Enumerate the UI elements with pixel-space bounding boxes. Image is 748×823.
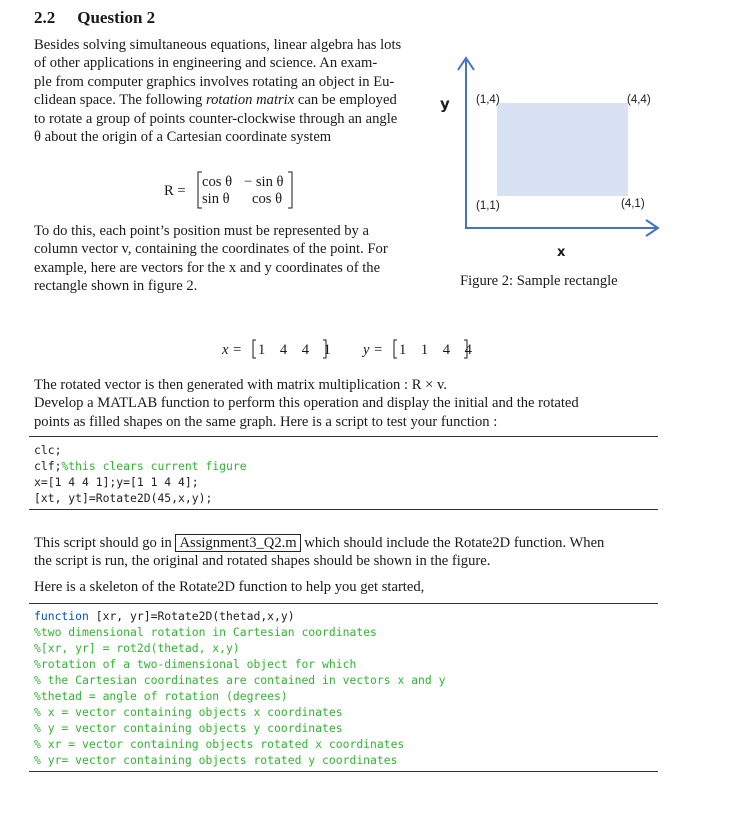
x-vector-values: 1 4 4 1 (258, 342, 331, 358)
intro-line: to rotate a group of points counter-clockwise through an angle (34, 110, 398, 127)
rotation-matrix (164, 170, 314, 210)
vector-line: rectangle shown in figure 2. (34, 278, 198, 295)
sample-rectangle-figure (440, 52, 670, 260)
intro-line: clidean space. The following rotation matrix can be employed (34, 92, 397, 109)
section-heading (34, 8, 155, 28)
section-title: Question 2 (77, 8, 156, 27)
corner-label: (1,4) (476, 94, 500, 106)
vector-line: column vector v, containing the coordinates of the point. For (34, 241, 388, 258)
intro-line: ple from computer graphics involves rotating an object in Eu- (34, 73, 395, 90)
code-comment-line: %two dimensional rotation in Cartesian coordinates (34, 625, 377, 639)
intro-paragraph (34, 36, 427, 146)
code-comment-line: % the Cartesian coordinates are contained in vectors x and y (34, 673, 446, 687)
code-line: function [xr, yr]=Rotate2D(thetad,x,y) (34, 609, 295, 623)
x-axis-label: x (557, 245, 566, 260)
y-axis-label: y (440, 95, 450, 113)
matrix-cell: − sin θ (244, 174, 284, 190)
script-note-line: This script should go in Assignment3_Q2.m which should include the Rotate2D function. When (34, 535, 605, 551)
function-code-top-rule (29, 603, 658, 604)
code-line: clc; (34, 443, 62, 457)
intro-line: θ about the origin of a Cartesian coordinate system (34, 129, 332, 146)
y-vector-values: 1 1 4 4 (399, 342, 472, 358)
code-comment: %this clears current figure (61, 459, 247, 473)
y-vector-label: y = (363, 342, 383, 358)
code-comment-line: % xr = vector containing objects rotated x coordinates (34, 737, 405, 751)
code-comment-line: %[xr, yr] = rot2d(thetad, x,y) (34, 641, 240, 655)
skeleton-intro: Here is a skeleton of the Rotate2D function to help you get started, (34, 579, 425, 595)
intro-line: of other applications in engineering and science. An exam- (34, 55, 378, 72)
function-keyword: function (34, 609, 89, 623)
matrix-cell: cos θ (202, 174, 233, 190)
matrix-cell: sin θ (202, 191, 230, 207)
script-note-line: the script is run, the original and rotated shapes should be shown in the figure. (34, 553, 491, 570)
code-comment-line: %rotation of a two-dimensional object for which (34, 657, 357, 671)
bracket (394, 340, 397, 358)
section-number: 2.2 (34, 8, 56, 27)
figure-caption: Figure 2: Sample rectangle (460, 273, 618, 289)
function-code-bottom-rule (29, 771, 658, 772)
vector-line: example, here are vectors for the x and y coordinates of the (34, 259, 381, 276)
corner-label: (4,4) (627, 94, 651, 106)
code-bottom-rule (29, 509, 658, 510)
corner-label: (1,1) (476, 200, 500, 212)
code-top-rule (29, 436, 658, 437)
filename-box: Assignment3_Q2.m (175, 534, 300, 552)
code-line: [xt, yt]=Rotate2D(45,x,y); (34, 491, 213, 505)
bracket (253, 340, 256, 358)
matrix-cell: cos θ (252, 191, 283, 207)
script-note (34, 534, 664, 571)
code-comment-line: % y = vector containing objects y coordinates (34, 721, 343, 735)
coordinate-vectors (222, 338, 482, 360)
x-vector-label: x = (222, 342, 242, 358)
vector-line: To do this, each point’s position must be represented by a (34, 223, 369, 239)
code-comment-line: %thetad = angle of rotation (degrees) (34, 689, 288, 703)
matrix-label: R = (164, 183, 186, 199)
intro-line: Besides solving simultaneous equations, linear algebra has lots (34, 37, 402, 53)
code-line: clf;%this clears current figure (34, 459, 247, 473)
code-line: x=[1 4 4 1];y=[1 1 4 4]; (34, 475, 199, 489)
corner-label: (4,1) (621, 198, 645, 210)
vector-paragraph (34, 222, 427, 296)
task-line: The rotated vector is then generated with matrix multiplication : R × v. (34, 377, 447, 393)
right-bracket (288, 172, 292, 208)
task-line: points as filled shapes on the same graph. Here is a script to test your function : (34, 413, 498, 430)
function-code (34, 608, 445, 768)
sample-rectangle (497, 103, 628, 196)
task-paragraph (34, 376, 664, 431)
code-comment-line: % yr= vector containing objects rotated y coordinates (34, 753, 398, 767)
task-line: Develop a MATLAB function to perform this operation and display the initial and the rotated (34, 395, 579, 412)
rotation-matrix-equation (164, 170, 314, 215)
code-comment-line: % x = vector containing objects x coordinates (34, 705, 343, 719)
test-script-code (34, 442, 247, 506)
rotation-matrix-term: rotation matrix (205, 92, 295, 109)
